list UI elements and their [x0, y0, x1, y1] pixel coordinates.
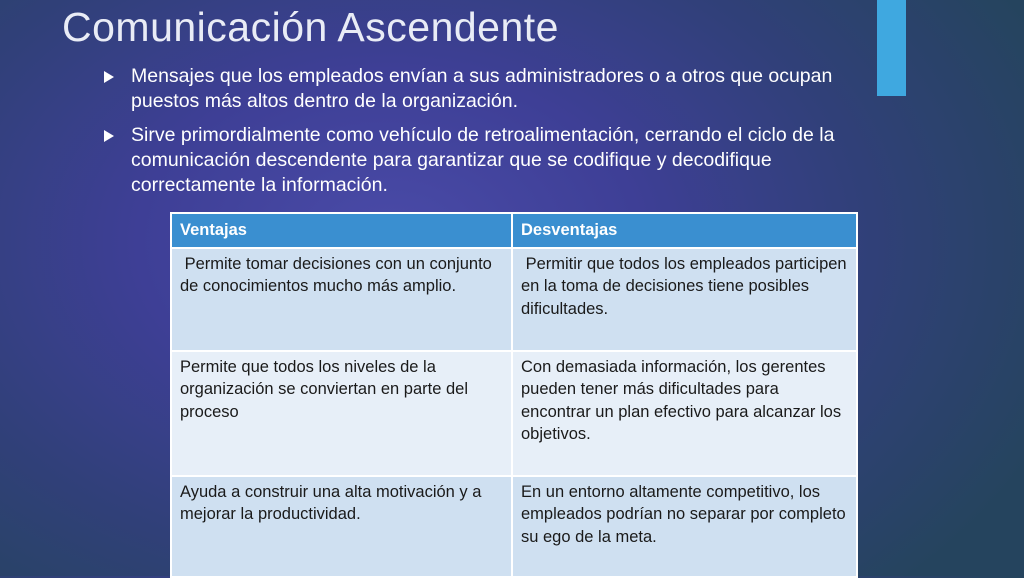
- triangle-right-icon: [104, 130, 114, 142]
- bullet-text: Sirve primordialmente como vehículo de retroalimentación, cerrando el ciclo de la comunicación descendente para garantizar que se codifique y decodifique correctamente la información.: [131, 124, 835, 196]
- table-row: [171, 248, 857, 351]
- table-row: [171, 351, 857, 476]
- slide-title: Comunicación Ascendente: [62, 4, 559, 50]
- table-cell: Permitir que todos los empleados participen en la toma de decisiones tiene posibles dificultades.: [512, 248, 857, 351]
- table-cell: Ayuda a construir una alta motivación y a mejorar la productividad.: [171, 476, 512, 577]
- header-ventajas: Ventajas: [171, 213, 512, 248]
- bullet-text: Mensajes que los empleados envían a sus administradores o a otros que ocupan puestos más altos dentro de la organización.: [131, 65, 833, 112]
- table-cell: En un entorno altamente competitivo, los empleados podrían no separar por completo su ego de la meta.: [512, 476, 857, 577]
- bullet-item: [104, 64, 849, 114]
- table-cell: Permite tomar decisiones con un conjunto de conocimientos mucho más amplio.: [171, 248, 512, 351]
- header-desventajas: Desventajas: [512, 213, 857, 248]
- bullet-list: [104, 64, 849, 198]
- table-header-row: [171, 213, 857, 248]
- table-row: [171, 476, 857, 577]
- triangle-right-icon: [104, 71, 114, 83]
- comparison-table: [170, 212, 858, 578]
- bullet-item: [104, 123, 849, 198]
- accent-bar: [877, 0, 906, 96]
- table-cell: Permite que todos los niveles de la organización se conviertan en parte del proceso: [171, 351, 512, 476]
- table-cell: Con demasiada información, los gerentes pueden tener más dificultades para encontrar un plan efectivo para alcanzar los objetivos.: [512, 351, 857, 476]
